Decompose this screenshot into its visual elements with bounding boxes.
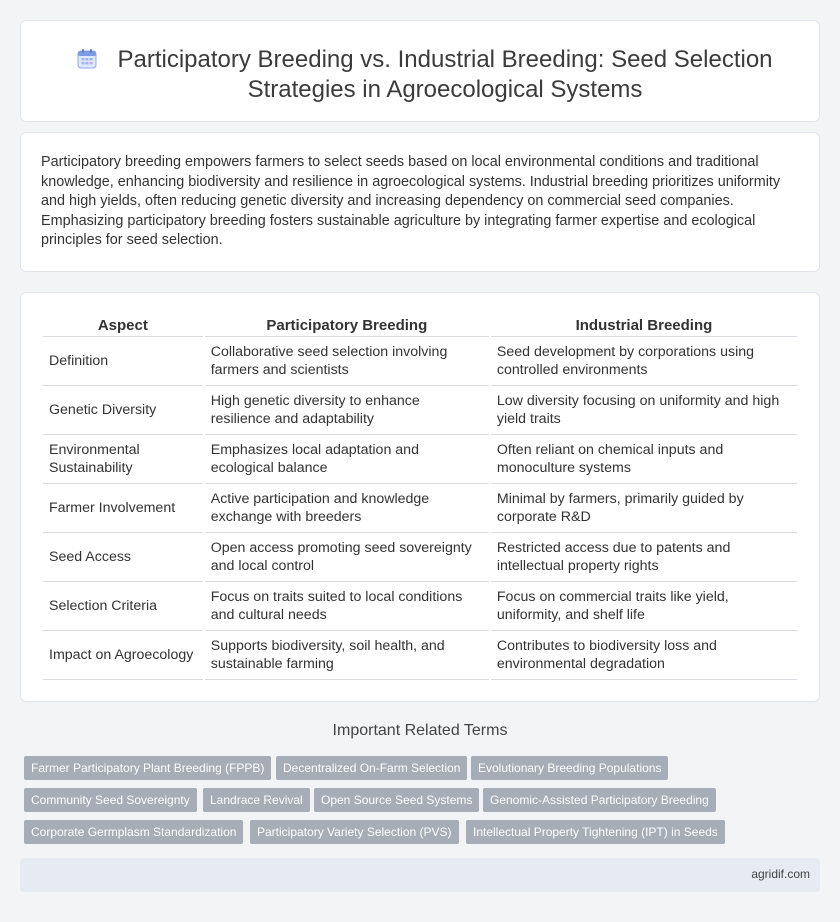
- participatory-cell: Open access promoting seed sovereignty and local control: [205, 533, 489, 582]
- table-row: [43, 386, 797, 435]
- related-term-tag[interactable]: Community Seed Sovereignty: [24, 788, 197, 812]
- industrial-cell: Restricted access due to patents and intellectual property rights: [491, 533, 797, 582]
- aspect-cell: Definition: [43, 337, 203, 386]
- title-card: [20, 20, 820, 122]
- industrial-cell: Contributes to biodiversity loss and environmental degradation: [491, 631, 797, 680]
- related-term-tag[interactable]: Genomic-Assisted Participatory Breeding: [483, 788, 716, 812]
- comparison-table: [41, 315, 799, 680]
- calendar-icon: [75, 47, 99, 71]
- aspect-cell: Impact on Agroecology: [43, 631, 203, 680]
- table-row: [43, 533, 797, 582]
- related-term-tag[interactable]: Decentralized On-Farm Selection: [276, 756, 467, 780]
- table-row: [43, 484, 797, 533]
- related-term-tag[interactable]: Farmer Participatory Plant Breeding (FPPB): [24, 756, 271, 780]
- header-aspect: Aspect: [43, 315, 203, 337]
- table-row: [43, 337, 797, 386]
- industrial-cell: Minimal by farmers, primarily guided by corporate R&D: [491, 484, 797, 533]
- footer-site-link[interactable]: agridif.com: [751, 867, 810, 881]
- table-row: [43, 435, 797, 484]
- industrial-cell: Focus on commercial traits like yield, uniformity, and shelf life: [491, 582, 797, 631]
- aspect-cell: Seed Access: [43, 533, 203, 582]
- related-term-tag[interactable]: Intellectual Property Tightening (IPT) in Seeds: [466, 820, 725, 844]
- related-term-tag[interactable]: Evolutionary Breeding Populations: [471, 756, 668, 780]
- table-row: [43, 582, 797, 631]
- intro-paragraph: Participatory breeding empowers farmers to select seeds based on local environmental conditions and traditional knowledge, enhancing biodiversity and resilience in agroecological systems. Industrial breeding prioritizes uniformity and high yields, often reducing genetic diversity and increasing dependency on commercial seed companies. Emphasizing participatory breeding fosters sustainable agriculture by integrating farmer expertise and ecological principles for seed selection.: [41, 154, 781, 249]
- participatory-cell: Supports biodiversity, soil health, and sustainable farming: [205, 631, 489, 680]
- header-industrial: Industrial Breeding: [491, 315, 797, 337]
- intro-card: [20, 132, 820, 272]
- participatory-cell: Active participation and knowledge exchange with breeders: [205, 484, 489, 533]
- comparison-table-card: [20, 292, 820, 702]
- related-term-tag[interactable]: Participatory Variety Selection (PVS): [250, 820, 459, 844]
- aspect-cell: Environmental Sustainability: [43, 435, 203, 484]
- participatory-cell: Emphasizes local adaptation and ecological balance: [205, 435, 489, 484]
- related-term-tag[interactable]: Corporate Germplasm Standardization: [24, 820, 243, 844]
- industrial-cell: Low diversity focusing on uniformity and high yield traits: [491, 386, 797, 435]
- aspect-cell: Genetic Diversity: [43, 386, 203, 435]
- aspect-cell: Farmer Involvement: [43, 484, 203, 533]
- industrial-cell: Seed development by corporations using controlled environments: [491, 337, 797, 386]
- related-term-tag[interactable]: Open Source Seed Systems: [314, 788, 479, 812]
- table-header-row: [43, 315, 797, 337]
- participatory-cell: Focus on traits suited to local conditions and cultural needs: [205, 582, 489, 631]
- aspect-cell: Selection Criteria: [43, 582, 203, 631]
- related-terms-heading: Important Related Terms: [332, 722, 508, 739]
- footer-bar: [20, 858, 820, 892]
- page-title: Participatory Breeding vs. Industrial Breeding: Seed Selection Strategies in Agroecological Systems: [117, 46, 773, 103]
- participatory-cell: Collaborative seed selection involving farmers and scientists: [205, 337, 489, 386]
- participatory-cell: High genetic diversity to enhance resilience and adaptability: [205, 386, 489, 435]
- header-participatory: Participatory Breeding: [205, 315, 489, 337]
- related-term-tag[interactable]: Landrace Revival: [203, 788, 310, 812]
- table-row: [43, 631, 797, 680]
- industrial-cell: Often reliant on chemical inputs and monoculture systems: [491, 435, 797, 484]
